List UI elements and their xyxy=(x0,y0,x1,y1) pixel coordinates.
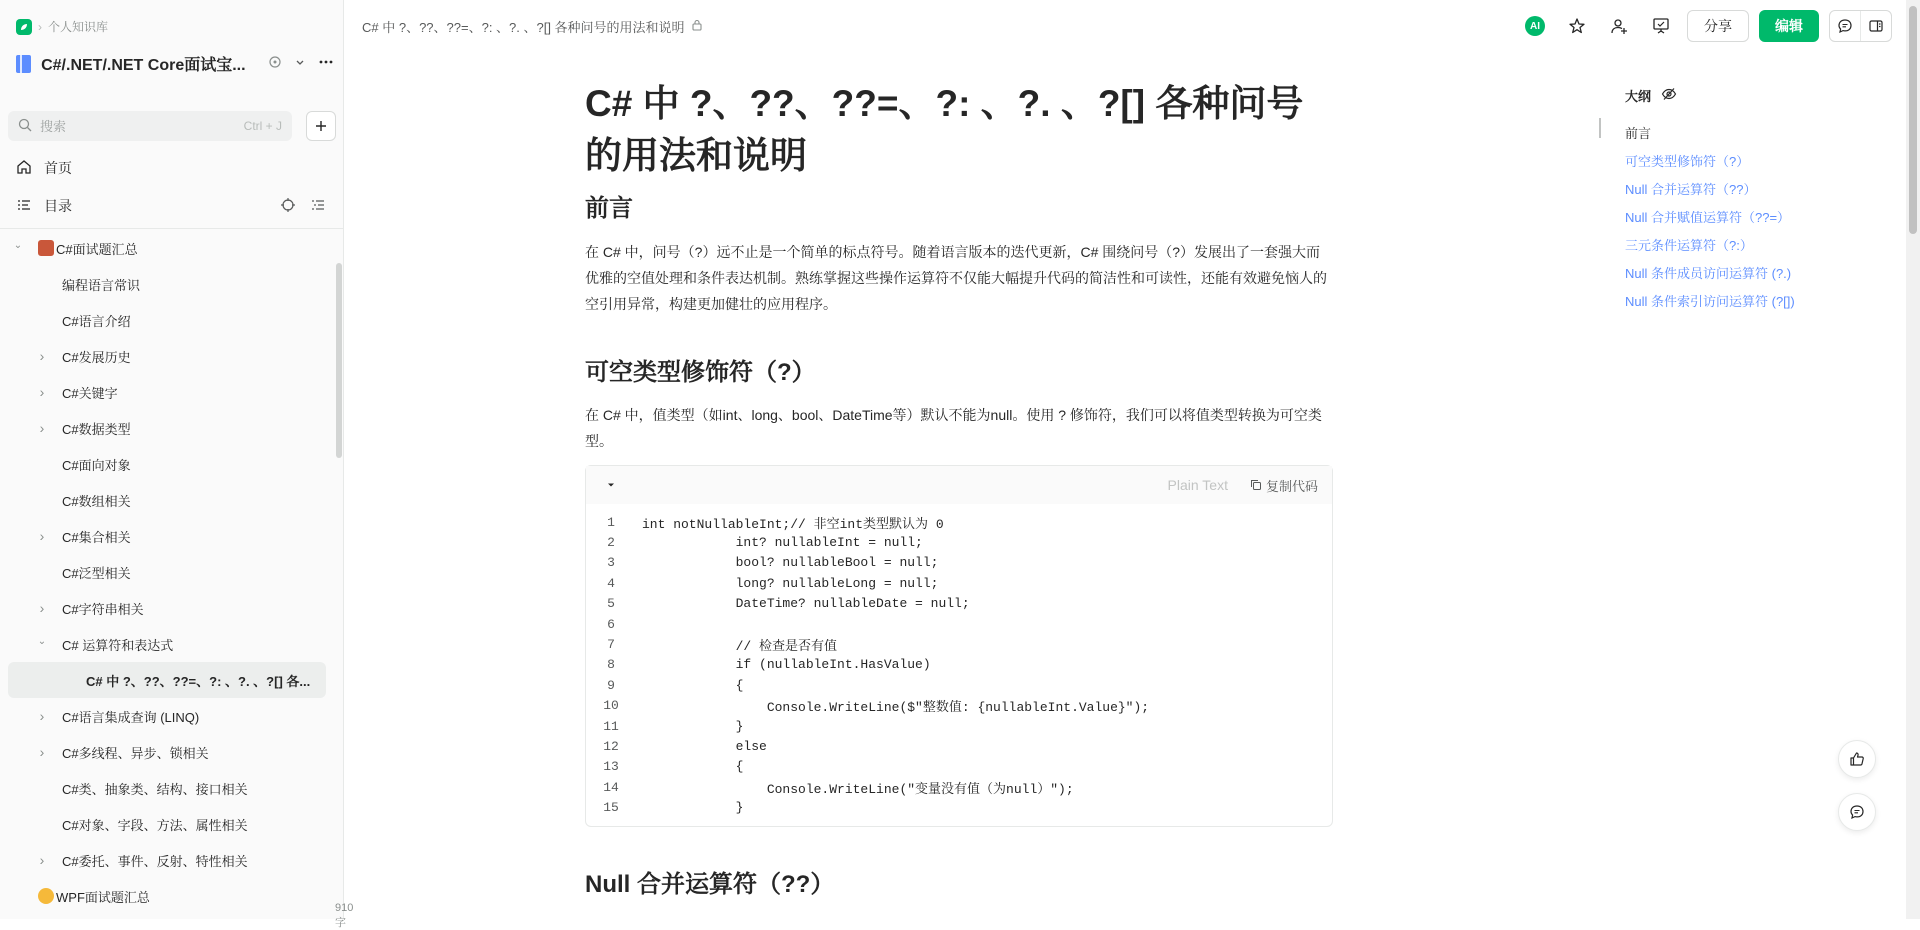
tree-item-label: C#数据类型 xyxy=(62,421,131,437)
book-header xyxy=(16,52,334,75)
home-icon xyxy=(16,159,32,178)
paragraph-nullable: 在 C# 中，值类型（如int、long、bool、DateTime等）默认不能为null。使用 ? 修饰符，我们可以将值类型转换为可空类型。 xyxy=(585,407,1322,449)
code-line xyxy=(586,716,1332,736)
chevron-right-icon[interactable]: › xyxy=(39,528,45,544)
tree-item-label: WPF面试题汇总 xyxy=(56,889,150,905)
code-line xyxy=(586,553,1332,573)
tree-item-label: 编程语言常识 xyxy=(62,277,141,293)
like-button[interactable] xyxy=(1838,740,1876,778)
tree-item[interactable] xyxy=(8,410,326,446)
sidebar-scrollbar[interactable] xyxy=(336,263,342,458)
caret-placeholder xyxy=(36,278,48,290)
code-text: long? nullableLong = null; xyxy=(642,575,939,591)
caret-placeholder xyxy=(12,890,24,902)
tree-item[interactable] xyxy=(8,590,326,626)
code-line xyxy=(586,797,1332,817)
outline-header xyxy=(1625,86,1855,105)
code-line xyxy=(586,696,1332,716)
nav-toc-label: 目录 xyxy=(44,198,72,214)
panel-toggle-icon[interactable] xyxy=(1861,11,1891,41)
code-line xyxy=(586,777,1332,797)
toc-icon xyxy=(16,197,32,216)
tree-item-label: C#泛型相关 xyxy=(62,565,131,581)
chevron-right-icon[interactable]: › xyxy=(39,420,45,436)
tree-item-label: C#集合相关 xyxy=(62,529,131,545)
tree-item[interactable] xyxy=(8,518,326,554)
caret-placeholder xyxy=(36,458,48,470)
line-number: 14 xyxy=(603,779,619,795)
word-count: 910字 xyxy=(335,902,354,929)
code-line xyxy=(586,512,1332,532)
tree-item[interactable] xyxy=(8,446,326,482)
tree-item-label: C#委托、事件、反射、特性相关 xyxy=(62,853,248,869)
page-title: C# 中 ?、??、??=、?: 、?. 、?[] 各种问号的用法和说明 xyxy=(585,83,1304,176)
tree-item[interactable] xyxy=(8,734,326,770)
line-number: 3 xyxy=(607,555,615,571)
divider xyxy=(0,228,343,229)
chevron-right-icon[interactable]: › xyxy=(39,708,45,724)
line-number: 15 xyxy=(603,800,619,816)
copy-code-label: 复制代码 xyxy=(1265,478,1318,494)
chevron-right-icon[interactable]: › xyxy=(39,600,45,616)
outline-item[interactable]: Null 合并赋值运算符（??=） xyxy=(1625,209,1791,225)
add-collaborator-icon[interactable] xyxy=(1603,10,1635,42)
presentation-icon[interactable] xyxy=(1645,10,1677,42)
line-number: 5 xyxy=(607,596,615,612)
outline-title: 大纲 xyxy=(1625,89,1652,104)
outline-indicator xyxy=(1599,118,1601,138)
tree-item[interactable] xyxy=(8,878,326,914)
caret-placeholder xyxy=(36,782,48,794)
comment-icon xyxy=(1849,804,1865,820)
plus-icon xyxy=(314,119,328,133)
outline-item[interactable]: Null 条件成员访问运算符 (?.) xyxy=(1625,265,1792,281)
tree-item-label: C#语言介绍 xyxy=(62,313,131,329)
book-icon xyxy=(16,55,31,73)
tree-item[interactable] xyxy=(8,698,326,734)
nav-home[interactable] xyxy=(8,152,334,184)
line-number: 13 xyxy=(603,759,619,775)
search-icon xyxy=(18,118,32,135)
code-line xyxy=(586,532,1332,552)
nav-home-label: 首页 xyxy=(44,160,72,176)
chevron-right-icon[interactable]: › xyxy=(39,744,45,760)
code-text: Console.WriteLine($"整数值: {nullableInt.Value}"); xyxy=(642,700,1150,716)
breadcrumb-knowledge-base[interactable]: 个人知识库 xyxy=(48,20,109,34)
code-text: int notNullableInt;// 非空int类型默认为 0 xyxy=(642,516,944,532)
tree-item[interactable] xyxy=(8,626,326,662)
code-language[interactable]: Plain Text xyxy=(1167,477,1228,493)
ai-assistant-button[interactable] xyxy=(1519,10,1551,42)
code-line xyxy=(586,736,1332,756)
chevron-down-icon[interactable]: ⌄ xyxy=(13,240,23,251)
topbar-actions xyxy=(1519,10,1892,42)
tree-item-label: C#字符串相关 xyxy=(62,601,144,617)
caret-placeholder xyxy=(36,818,48,830)
edit-button[interactable]: 编辑 xyxy=(1759,10,1819,42)
line-number: 6 xyxy=(607,616,615,632)
chevron-right-icon[interactable]: › xyxy=(39,384,45,400)
add-button[interactable] xyxy=(306,111,336,141)
lock-icon xyxy=(691,19,703,34)
code-text: { xyxy=(642,677,744,693)
outline-item[interactable]: 三元条件运算符（?:） xyxy=(1625,237,1753,253)
tree-item-label: C# 运算符和表达式 xyxy=(62,637,174,653)
main-scrollbar[interactable] xyxy=(1906,0,1920,919)
more-icon[interactable] xyxy=(318,54,334,73)
sidebar xyxy=(0,0,354,929)
tree-item[interactable] xyxy=(8,842,326,878)
heading-nullable: 可空类型修饰符（?） xyxy=(585,359,816,386)
doc-tree xyxy=(8,230,326,914)
outline-list xyxy=(1625,118,1865,314)
code-line xyxy=(586,655,1332,675)
tree-item[interactable] xyxy=(8,230,326,266)
outline-list-icon[interactable] xyxy=(310,197,326,216)
tree-item-label: C#面试题汇总 xyxy=(56,241,138,257)
nav-toc[interactable] xyxy=(8,190,334,222)
tree-item-label: C#关键字 xyxy=(62,385,118,401)
code-line xyxy=(586,634,1332,654)
sidebar-breadcrumb[interactable] xyxy=(16,18,108,35)
tree-item-label: C#对象、字段、方法、属性相关 xyxy=(62,817,248,833)
chevron-right-icon[interactable]: › xyxy=(39,852,45,868)
tree-item-label: C# 中 ?、??、??=、?: 、?. 、?[] 各... xyxy=(86,673,311,689)
heading-null-coalescing: Null 合并运算符（??） xyxy=(585,871,835,898)
line-number: 7 xyxy=(607,637,615,653)
tree-item[interactable] xyxy=(8,374,326,410)
chevron-right-icon[interactable]: › xyxy=(39,348,45,364)
code-toolbar xyxy=(586,466,1332,504)
tree-item[interactable] xyxy=(8,662,326,698)
paragraph-preface: 在 C# 中，问号（?）远不止是一个简单的标点符号。随着语言版本的迭代更新，C# 围绕问号（?）发展出了一套强大而优雅的空值处理和条件表达机制。熟练掌握这些操作运算符不仅能大幅提升代码的简洁性和可读性，还能有效避免恼人的空引用异常，构建更加健壮的应用程序。 xyxy=(585,244,1327,312)
line-number: 1 xyxy=(607,514,615,530)
code-block xyxy=(585,465,1333,827)
outline-item[interactable]: 可空类型修饰符（?） xyxy=(1625,153,1750,169)
tree-item-label: C#语言集成查询 (LINQ) xyxy=(62,709,200,725)
tree-item[interactable] xyxy=(8,806,326,842)
caret-placeholder xyxy=(36,494,48,506)
eye-off-icon[interactable] xyxy=(1661,86,1677,105)
code-body[interactable] xyxy=(586,504,1332,818)
book-title[interactable]: C#/.NET/.NET Core面试宝... xyxy=(41,57,246,74)
tree-item-label: C#数组相关 xyxy=(62,493,131,509)
doc-breadcrumb xyxy=(362,17,703,36)
outline-item[interactable]: 前言 xyxy=(1625,125,1652,141)
tree-item[interactable] xyxy=(8,554,326,590)
comment-icon[interactable] xyxy=(1830,11,1860,41)
toc-tools xyxy=(280,197,326,216)
locate-icon[interactable] xyxy=(280,197,296,216)
code-line xyxy=(586,614,1332,634)
heading-preface: 前言 xyxy=(585,195,633,222)
outline-item[interactable]: Null 条件索引访问运算符 (?[]) xyxy=(1625,293,1795,309)
copy-code-button[interactable] xyxy=(1250,476,1318,495)
code-line xyxy=(586,757,1332,777)
line-number: 12 xyxy=(603,738,619,754)
ai-icon: AI xyxy=(1525,16,1545,36)
tree-item-label: C#多线程、异步、锁相关 xyxy=(62,745,209,761)
tree-item[interactable] xyxy=(8,302,326,338)
chevron-right-icon: › xyxy=(38,19,42,34)
code-line xyxy=(586,594,1332,614)
tree-item[interactable] xyxy=(8,770,326,806)
search-box[interactable] xyxy=(8,111,292,141)
yuque-logo-icon[interactable] xyxy=(16,19,32,35)
tree-item[interactable] xyxy=(8,266,326,302)
star-icon[interactable] xyxy=(1561,10,1593,42)
collapse-caret-icon[interactable] xyxy=(606,477,616,493)
scroll-thumb[interactable] xyxy=(1909,6,1917,234)
code-text: Console.WriteLine("变量没有值（为null）"); xyxy=(642,781,1074,797)
outline-panel xyxy=(1625,86,1855,105)
tree-item[interactable] xyxy=(8,338,326,374)
line-number: 9 xyxy=(607,677,615,693)
code-text: { xyxy=(642,759,744,775)
caret-placeholder xyxy=(60,674,72,686)
comment-float-button[interactable] xyxy=(1838,793,1876,831)
code-text: } xyxy=(642,800,744,816)
code-text: DateTime? nullableDate = null; xyxy=(642,596,970,612)
caret-placeholder xyxy=(36,566,48,578)
line-number: 4 xyxy=(607,575,615,591)
search-input[interactable] xyxy=(40,119,230,134)
code-text: // 检查是否有值 xyxy=(642,639,838,655)
code-text: bool? nullableBool = null; xyxy=(642,555,939,571)
chevron-down-icon[interactable] xyxy=(294,56,306,71)
thumbs-up-icon xyxy=(1849,751,1865,767)
share-button[interactable]: 分享 xyxy=(1687,10,1749,42)
code-text: } xyxy=(642,718,744,734)
outline-item[interactable]: Null 合并运算符（??） xyxy=(1625,181,1757,197)
book-tools xyxy=(268,54,334,73)
caret-placeholder xyxy=(36,314,48,326)
search-shortcut: Ctrl + J xyxy=(243,119,282,133)
emoji-icon xyxy=(38,888,54,904)
doc-breadcrumb-title[interactable]: C# 中 ?、??、??=、?: 、?. 、?[] 各种问号的用法和说明 xyxy=(362,20,685,35)
code-text: else xyxy=(642,738,767,754)
sync-icon[interactable] xyxy=(268,55,282,72)
code-text: if (nullableInt.HasValue) xyxy=(642,657,931,673)
line-number: 11 xyxy=(603,718,619,734)
tree-item[interactable] xyxy=(8,482,326,518)
tree-item-label: C#类、抽象类、结构、接口相关 xyxy=(62,781,248,797)
line-number: 2 xyxy=(607,535,615,551)
code-line xyxy=(586,573,1332,593)
tree-item-label: C#面向对象 xyxy=(62,457,131,473)
code-line xyxy=(586,675,1332,695)
line-number: 10 xyxy=(603,698,619,714)
view-toggle-group xyxy=(1829,10,1892,42)
line-number: 8 xyxy=(607,657,615,673)
copy-icon xyxy=(1250,479,1262,491)
tree-item-label: C#发展历史 xyxy=(62,349,131,365)
code-text: int? nullableInt = null; xyxy=(642,535,923,551)
book-stack-icon xyxy=(38,240,54,256)
topbar xyxy=(344,0,1904,50)
chevron-down-icon[interactable]: ⌄ xyxy=(37,636,47,647)
